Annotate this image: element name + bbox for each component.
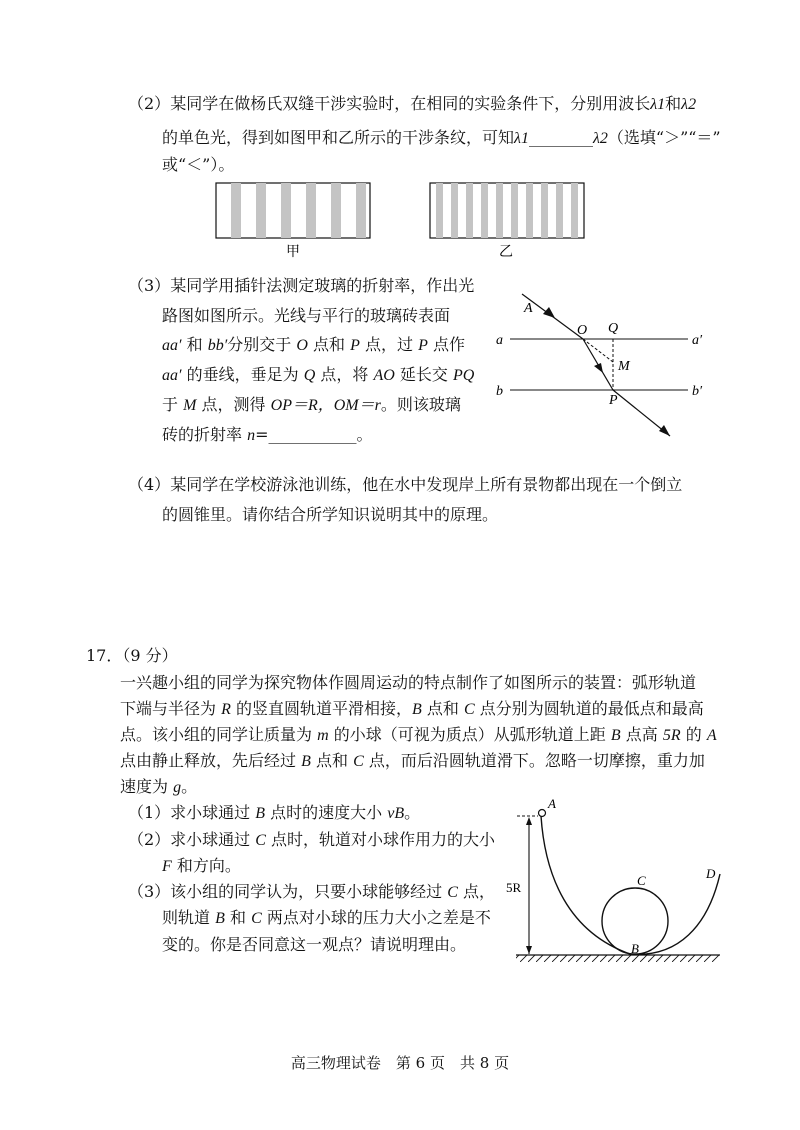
label-b-prime: b′: [692, 384, 703, 399]
height-arrow-bottom: [526, 946, 532, 954]
label-a: a: [496, 333, 503, 348]
fringe-pattern-yi: [430, 183, 584, 238]
q17-item3-line3: 变的。你是否同意这一观点？请说明理由。: [162, 935, 467, 954]
label-yi: 乙: [499, 245, 513, 260]
q16-p3-line4: aa′ 的垂线，垂足为 Q 点，将 AO 延长交 PQ: [162, 365, 475, 384]
label-P: P: [609, 393, 618, 408]
q16-p2-line3: 或“＜”）。: [162, 155, 235, 174]
refraction-diagram: [0, 286, 800, 446]
q17-stem-line3: 点。该小组的同学让质量为 m 的小球（可视为质点）从弧形轨道上距 B 点高 5R 的 A: [120, 725, 717, 744]
q16-p2-line1: （2）某同学在做杨氏双缝干涉实验时，在相同的实验条件下，分别用波长λ1和λ2: [128, 94, 697, 113]
emergent-arrow: [659, 425, 670, 436]
label-A-point: A: [548, 796, 556, 811]
q16-p3-line6: 砖的折射率 n=___________。: [162, 425, 373, 444]
height-arrow-top: [526, 817, 532, 825]
q17-header: 17．（9 分）: [86, 646, 178, 665]
label-C-point: C: [637, 873, 646, 888]
label-Q: Q: [608, 321, 619, 336]
q16-p3-line3: aa′ 和 bb′分别交于 O 点和 P 点，过 P 点作: [162, 335, 465, 354]
q17-item2-line2: F 和方向。: [162, 856, 241, 875]
circular-track-figure: [0, 786, 800, 976]
arc-track: [541, 816, 720, 954]
label-jia: 甲: [286, 245, 300, 260]
label-D-point: D: [706, 866, 716, 881]
label-5R: 5R: [506, 880, 522, 895]
ball-A: [539, 810, 546, 817]
page-footer: 高三物理试卷 第 6 页 共 8 页: [290, 1054, 510, 1072]
q16-p2-line2: 的单色光，得到如图甲和乙所示的干涉条纹，可知λ1________λ2（选填“＞”“＝”: [162, 128, 721, 147]
q17-stem-line2: 下端与半径为 R 的竖直圆轨道平滑相接，B 点和 C 点分别为圆轨道的最低点和最高: [120, 699, 704, 718]
label-A: A: [524, 301, 533, 316]
ground-hatching: [516, 955, 720, 962]
q17-item3-line1: （3）该小组的同学认为，只要小球能够经过 C 点，: [128, 882, 496, 901]
incident-arrow: [543, 307, 555, 318]
fringe-pattern-jia: [216, 183, 370, 238]
label-O: O: [577, 323, 588, 338]
q17-stem-line4: 点由静止释放，先后经过 B 点和 C 点，而后沿圆轨道滑下。忽略一切摩擦，重力加: [120, 751, 705, 770]
q16-p3-line1: （3）某同学用插针法测定玻璃的折射率，作出光: [128, 276, 475, 295]
q16-p3-line2: 路图如图所示。光线与平行的玻璃砖表面: [162, 306, 451, 325]
q17-item1: （1）求小球通过 B 点时的速度大小 vB。: [128, 803, 421, 822]
label-B-point: B: [631, 941, 639, 956]
label-M: M: [618, 359, 630, 374]
q16-p3-line5: 于 M 点，测得 OP＝R，OM＝r。则该玻璃: [162, 395, 461, 414]
interference-fringes-figure: [0, 174, 800, 264]
answer-blank[interactable]: ________: [528, 128, 593, 147]
extension-AO-dashed: [583, 339, 613, 362]
label-b: b: [496, 384, 503, 399]
label-a-prime: a′: [692, 333, 703, 348]
refracted-arrow: [594, 363, 603, 373]
q17-stem-line5: 速度为 g。: [120, 777, 198, 796]
q16-p4-line1: （4）某同学在学校游泳池训练，他在水中发现岸上所有景物都出现在一个倒立: [128, 475, 683, 494]
q17-stem-line1: 一兴趣小组的同学为探究物体作圆周运动的特点制作了如图所示的装置：弧形轨道: [120, 673, 697, 692]
q16-p4-line2: 的圆锥里。请你结合所学知识说明其中的原理。: [162, 505, 499, 524]
q17-item3-line2: 则轨道 B 和 C 两点对小球的压力大小之差是不: [162, 908, 491, 927]
q17-item2-line1: （2）求小球通过 C 点时，轨道对小球作用力的大小: [128, 830, 496, 849]
